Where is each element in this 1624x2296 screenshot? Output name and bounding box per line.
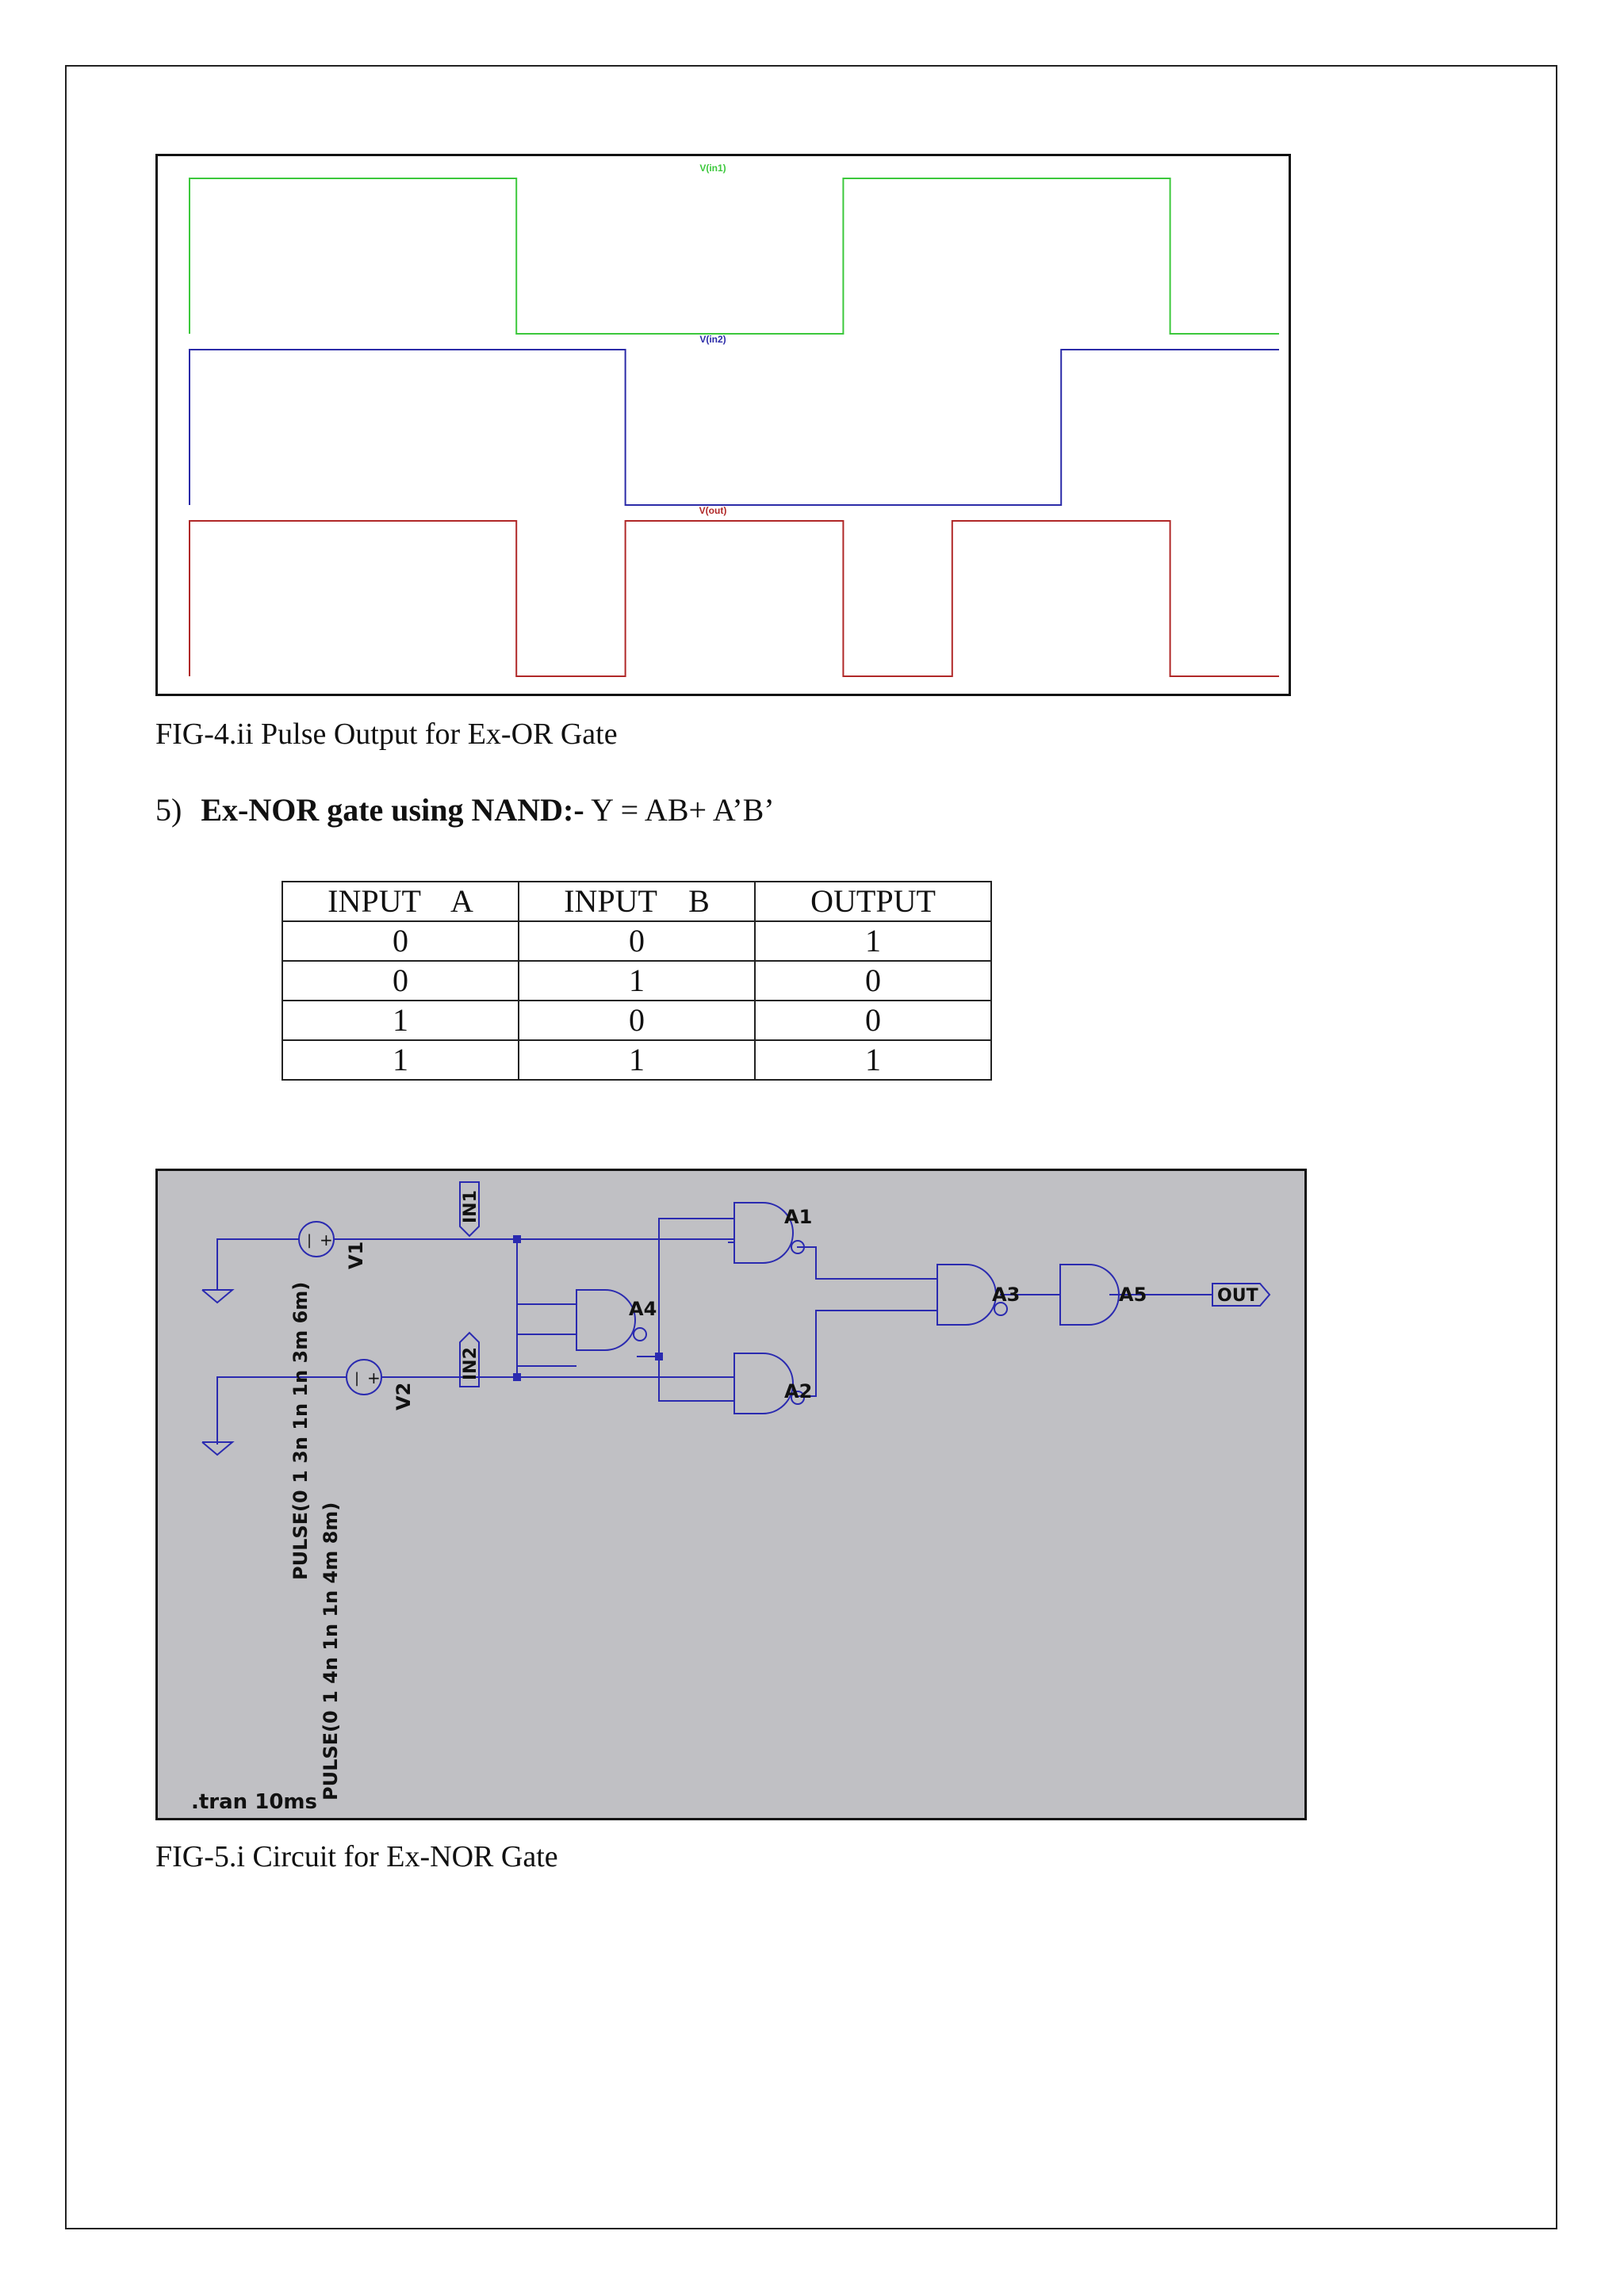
out-label: OUT	[1217, 1286, 1258, 1306]
v2-pulse-value: PULSE(0 1 4n 1n 1n 4m 8m)	[320, 1502, 342, 1800]
table-cell: 0	[519, 921, 755, 961]
wire	[217, 1239, 299, 1290]
gate-label-a2: A2	[784, 1380, 813, 1402]
gate-label-a5: A5	[1119, 1284, 1147, 1306]
tran-directive: .tran 10ms	[191, 1790, 317, 1814]
wave-in1-trace	[190, 178, 1279, 334]
v1-name: V1	[345, 1241, 367, 1269]
wave-in1-label: V(in1)	[699, 163, 726, 174]
junction-dot	[513, 1373, 521, 1381]
v2-minus-glyph: |	[354, 1370, 360, 1387]
waveform-plot	[158, 156, 1289, 694]
table-row	[282, 1001, 991, 1040]
ground-symbol	[202, 1290, 232, 1303]
wire	[797, 1247, 937, 1279]
table-cell: 0	[755, 1001, 991, 1040]
wire	[659, 1357, 734, 1401]
truth-table	[282, 881, 992, 1081]
table-cell: 0	[282, 921, 519, 961]
v2-plus-glyph: +	[367, 1368, 381, 1387]
table-cell: 1	[755, 1040, 991, 1080]
in1-label: IN1	[461, 1190, 481, 1223]
gate-label-a1: A1	[784, 1206, 813, 1228]
gate-label-a3: A3	[992, 1284, 1021, 1306]
table-cell: 1	[519, 961, 755, 1001]
table-cell: 0	[282, 961, 519, 1001]
table-row	[282, 921, 991, 961]
column-header: OUTPUT	[755, 882, 991, 921]
wire	[217, 1377, 347, 1442]
table-row	[282, 961, 991, 1001]
column-header: INPUT A	[282, 882, 519, 921]
wave-in2-label: V(in2)	[699, 334, 726, 345]
section-equation: Y = AB+ A’B’	[591, 792, 775, 828]
waveform-figure	[155, 154, 1291, 696]
table-cell: 0	[519, 1001, 755, 1040]
wire	[517, 1366, 576, 1377]
table-header-row	[282, 882, 991, 921]
wave-in2-trace	[190, 350, 1279, 505]
section-title: Ex-NOR gate using NAND:-	[201, 792, 584, 828]
junction-dot	[513, 1235, 521, 1243]
wire	[517, 1239, 576, 1334]
v1-minus-glyph: |	[307, 1232, 312, 1249]
v2-name: V2	[393, 1382, 415, 1410]
junction-dot	[655, 1353, 663, 1360]
v1-pulse-value: PULSE(0 1 3n 1n 1n 3m 6m)	[289, 1281, 312, 1580]
table-cell: 0	[755, 961, 991, 1001]
fig4-caption: FIG-4.ii Pulse Output for Ex-OR Gate	[155, 718, 618, 751]
section-number: 5)	[155, 792, 182, 828]
in2-label: IN2	[461, 1347, 481, 1380]
table-cell: 1	[519, 1040, 755, 1080]
gate-label-a4: A4	[629, 1298, 657, 1320]
v1-plus-glyph: +	[320, 1230, 333, 1249]
table-row	[282, 1040, 991, 1080]
schematic-canvas	[158, 1171, 1304, 1818]
wave-out-trace	[190, 521, 1279, 676]
table-cell: 1	[282, 1001, 519, 1040]
circuit-schematic	[155, 1169, 1307, 1820]
table-cell: 1	[755, 921, 991, 961]
wire	[797, 1311, 937, 1396]
table-cell: 1	[282, 1040, 519, 1080]
fig5-caption: FIG-5.i Circuit for Ex-NOR Gate	[155, 1840, 558, 1873]
column-header: INPUT B	[519, 882, 755, 921]
wave-out-label: V(out)	[699, 505, 727, 516]
section-heading	[155, 791, 775, 828]
